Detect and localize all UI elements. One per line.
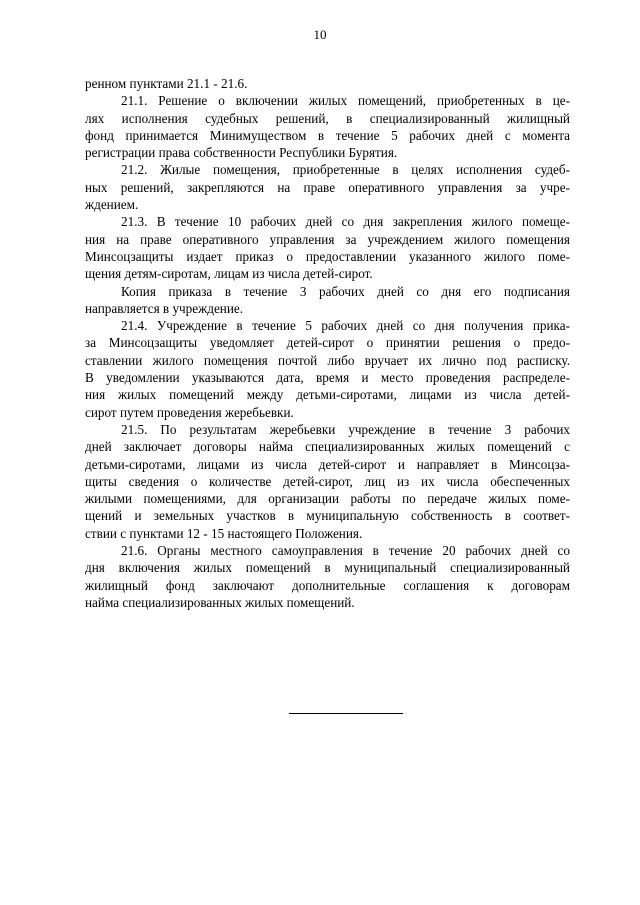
body-line: направляется в учреждение. <box>85 300 244 316</box>
closing-separator-line <box>289 713 403 714</box>
body-line: Копия приказа в течение 3 рабочих дней со дня его подписания <box>121 283 570 299</box>
body-line: найма специализированных жилых помещений. <box>85 594 355 610</box>
body-line: фонд принимается Минимуществом в течение 5 рабочих дней с момента <box>85 127 570 143</box>
body-line: лях исполнения судебных решений, в специализированный жилищный <box>85 110 570 126</box>
body-line: ния на праве оперативного управления за учреждением жилого помещения <box>85 231 570 247</box>
body-line: сирот путем проведения жеребьевки. <box>85 404 294 420</box>
body-line: ния жилых помещений между детьми-сиротами, лицами из числа детей- <box>85 387 570 403</box>
body-line: 21.5. По результатам жеребьевки учреждение в течение 3 рабочих <box>121 421 570 437</box>
body-line: жилыми помещениями, для организации работы по передаче жилых поме- <box>85 491 570 507</box>
body-line: щиты сведения о количестве детей-сирот, лиц из их числа обеспеченных <box>85 473 570 489</box>
body-line: 21.1. Решение о включении жилых помещений, приобретенных в це- <box>121 93 570 109</box>
body-line: дня включения жилых помещений в муниципальный специализированный <box>85 560 570 576</box>
body-line: В уведомлении указываются дата, время и место проведения распределе- <box>85 370 570 386</box>
body-line: детьми-сиротами, лицами из числа детей-сирот и направляет в Минсоцза- <box>85 456 570 472</box>
body-line: дней заключает договоры найма специализированных жилых помещений с <box>85 439 570 455</box>
body-line: ствии с пунктами 12 - 15 настоящего Положения. <box>85 525 363 541</box>
body-line: 21.2. Жилые помещения, приобретенные в целях исполнения судеб- <box>121 162 570 178</box>
page-number: 10 <box>313 27 327 42</box>
document-body <box>85 75 570 611</box>
body-line: щения детям-сиротам, лицам из числа детей-сирот. <box>85 266 373 282</box>
body-line: ных решений, закрепляются на праве оперативного управления за учре- <box>85 179 570 195</box>
body-line: ренном пунктами 21.1 - 21.6. <box>85 76 248 91</box>
body-line: 21.4. Учреждение в течение 5 рабочих дней со дня получения прика- <box>121 318 570 334</box>
body-line: за Минсоцзащиты уведомляет детей-сирот о принятии решения о предо- <box>85 335 570 351</box>
body-line: регистрации права собственности Республики Бурятия. <box>85 145 398 161</box>
body-line: ждением. <box>85 197 139 213</box>
body-line: Минсоцзащиты издает приказ о предоставлении указанного жилого поме- <box>85 248 570 264</box>
body-line: 21.6. Органы местного самоуправления в течение 20 рабочих дней со <box>121 543 570 559</box>
body-line: ставлении жилого помещения почтой либо вручает их лично под расписку. <box>85 352 570 368</box>
body-line: 21.3. В течение 10 рабочих дней со дня закрепления жилого помеще- <box>121 214 570 230</box>
body-line: щений и земельных участков в муниципальную собственность в соответ- <box>85 508 570 524</box>
body-line: жилищный фонд заключают дополнительные соглашения к договорам <box>85 577 570 593</box>
